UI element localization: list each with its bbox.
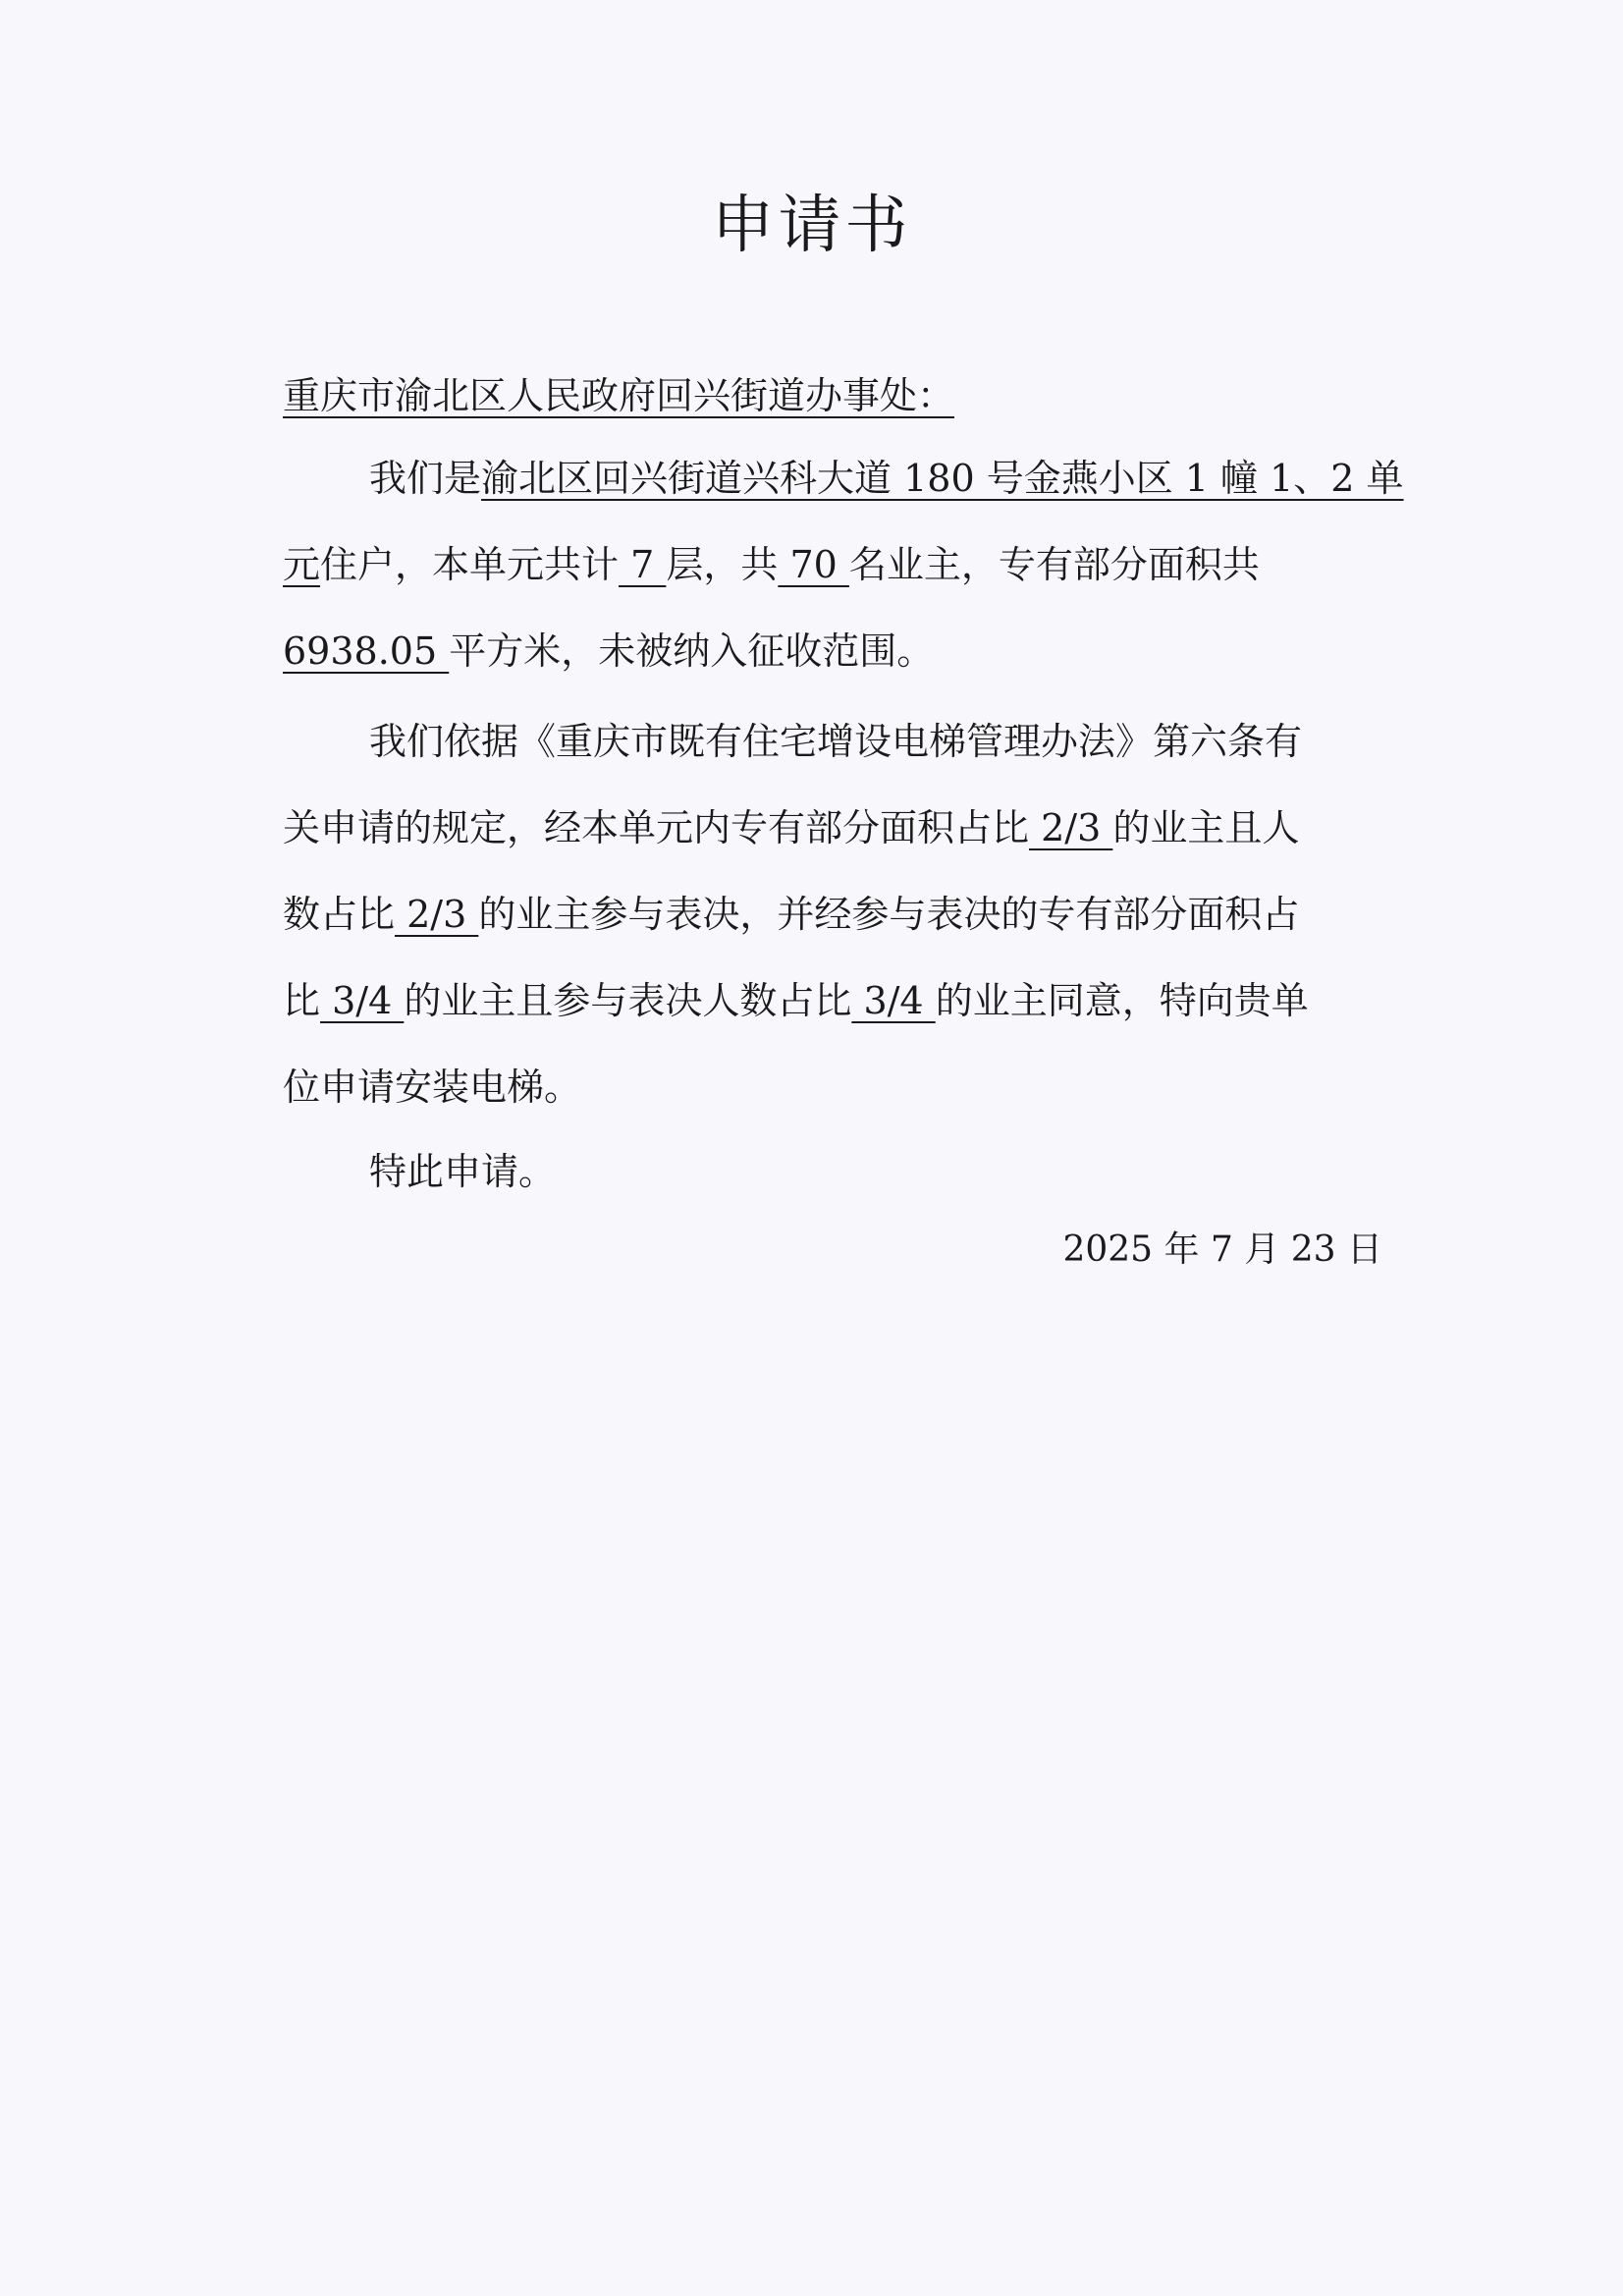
p2-line-1 bbox=[283, 717, 1382, 766]
closing-line bbox=[283, 1147, 1382, 1196]
ratio-4: 3/4 bbox=[851, 979, 936, 1022]
p1-line-2 bbox=[283, 540, 1382, 589]
closing-text: 特此申请。 bbox=[369, 1150, 557, 1193]
document-date: 2025 年 7 月 23 日 bbox=[1062, 1230, 1382, 1270]
p1-l2-u: 元 bbox=[283, 543, 321, 586]
owners-value: 70 bbox=[778, 543, 849, 586]
p1-l2-a: 住户，本单元共计 bbox=[320, 543, 620, 586]
p1-l2-c: 名业主，专有部分面积共 bbox=[848, 543, 1260, 586]
p1-address: 渝北区回兴街道兴科大道 180 号金燕小区 1 幢 1、2 单 bbox=[481, 457, 1404, 500]
floors-value: 7 bbox=[619, 543, 667, 586]
p2-l3-a: 数占比 bbox=[283, 893, 396, 936]
p2-line-4 bbox=[283, 976, 1382, 1025]
p1-l3-a: 平方米，未被纳入征收范围。 bbox=[449, 629, 935, 673]
p1-l1-a: 我们是 bbox=[369, 457, 482, 500]
ratio-1: 2/3 bbox=[1029, 806, 1113, 849]
p1-line-3 bbox=[283, 627, 1382, 676]
p2-l4-c: 的业主同意，特向贵单 bbox=[935, 979, 1309, 1022]
p1-l2-b: 层，共 bbox=[666, 543, 779, 586]
p2-l4-b: 的业主且参与表决人数占比 bbox=[404, 979, 852, 1022]
p2-l3-b: 的业主参与表决，并经参与表决的专有部分面积占 bbox=[478, 893, 1300, 936]
p1-line-1 bbox=[283, 454, 1404, 503]
p2-l2-a: 关申请的规定，经本单元内专有部分面积占比 bbox=[283, 806, 1030, 849]
addressee bbox=[283, 371, 954, 420]
p2-l5: 位申请安装电梯。 bbox=[283, 1066, 582, 1109]
p2-line-2 bbox=[283, 803, 1382, 852]
p2-line-3 bbox=[283, 890, 1382, 939]
addressee-text: 重庆市渝北区人民政府回兴街道办事处： bbox=[283, 374, 955, 417]
area-value: 6938.05 bbox=[283, 629, 450, 673]
p2-l4-a: 比 bbox=[283, 979, 321, 1022]
document-title: 申请书 bbox=[711, 190, 912, 262]
ratio-2: 2/3 bbox=[395, 893, 479, 936]
p2-l2-b: 的业主且人 bbox=[1112, 806, 1300, 849]
ratio-3: 3/4 bbox=[320, 979, 405, 1022]
p2-l1: 我们依据《重庆市既有住宅增设电梯管理办法》第六条有 bbox=[369, 720, 1303, 763]
p2-line-5 bbox=[283, 1063, 1382, 1112]
